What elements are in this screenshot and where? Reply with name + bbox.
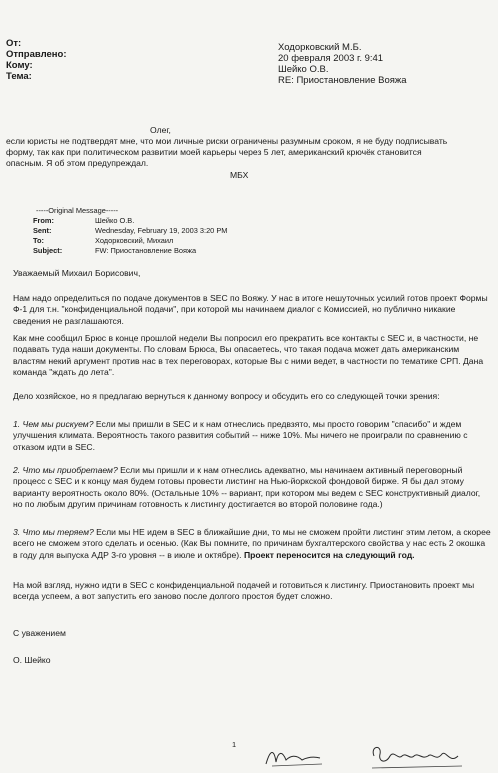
reply-line-2: форму, так как при политическом развитии моей карьеры через 5 лет, американский крючёк становится — [6, 147, 422, 157]
orig-subject-value: FW: Приостановление Вояжа — [95, 246, 197, 255]
reply-signature: МБХ — [230, 170, 249, 180]
paragraph-3: Дело хозяйское, но я предлагаю вернуться к данному вопросу и обсудить его со следующей точки зрения: — [13, 391, 440, 401]
from-label: От: — [6, 38, 22, 49]
closing: С уважением — [13, 628, 66, 638]
item-1-text: Если мы пришли в SEC и к нам отнеслись предвзято, мы просто говорим "спасибо" и ждем улучшения климата. Вероятность такого развития событий -- ниже 10%. Мы ничего не проиграли по сравнению с отказом идти в SEC. — [13, 419, 468, 452]
orig-from-label: From: — [33, 216, 54, 225]
from-value: Ходорковский М.Б. — [278, 42, 362, 53]
page-number: 1 — [232, 740, 237, 749]
subject-value: RE: Приостановление Вояжа — [278, 75, 407, 86]
paragraph-1: Нам надо определиться по подаче документов в SEC по Вояжу. У нас в итоге нешуточных усилий готов проект Формы Ф-1 для т.н. "конфиденциальной подачи", при которой мы начинаем диалог с Комиссией, но публично никакие сведения не разглашаются. — [13, 293, 488, 326]
orig-subject-label: Subject: — [33, 246, 63, 255]
reply-line-3: опасным. Я об этом предупреждал. — [6, 158, 149, 168]
paragraph-2: Как мне сообщил Брюс в конце прошлой недели Вы попросил его прекратить все контакты с SEC и, в частности, не подавать туда наши документы. По словам Брюса, Вы опасаетесь, что такая подача может дать американским властям некий аргумент против нас в тех переговорах, которые Вы с ними ведет, в частности по тематике СРП. Дана команда "ждать до лета". — [13, 333, 484, 377]
paragraph-4: На мой взгляд, нужно идти в SEC с конфиденциальной подачей и готовиться к листингу. Приостановить проект мы всегда успеем, а вот запустить его заново после долгого простоя будет сложно. — [13, 580, 475, 602]
item-3-heading: 3. Что мы теряем? — [13, 527, 94, 537]
signer: О. Шейко — [13, 655, 51, 665]
sent-label: Отправлено: — [6, 49, 67, 60]
item-3-bold: Проект переносится на следующий год. — [243, 549, 415, 560]
orig-to-value: Ходорковский, Михаил — [95, 236, 174, 245]
reply-greeting: Олег, — [150, 125, 171, 135]
to-value: Шейко О.В. — [278, 64, 329, 75]
orig-sent-label: Sent: — [33, 226, 52, 235]
sent-value: 20 февраля 2003 г. 9:41 — [278, 53, 384, 64]
orig-from-value: Шейко О.В. — [95, 216, 135, 225]
to-label: Кому: — [6, 60, 33, 71]
salutation: Уважаемый Михаил Борисович, — [13, 268, 141, 278]
item-2 — [13, 465, 491, 510]
reply-line-1: если юристы не подтвердят мне, что мои личные риски ограничены разумным сроком, я не буду подписывать — [6, 136, 448, 146]
item-3-text: Если мы НЕ идем в SEC в ближайшие дни, то мы не сможем пройти листинг этим летом, а скорее всего не сможем этого сделать и осенью. (Как Вы помните, по причинам бухгалтерского свойства у нас есть 2 окошка в году для выпуска АДР 3-го уровня -- в июле и октябре). — [13, 527, 491, 560]
subject-label: Тема: — [6, 71, 32, 82]
handwritten-signatures — [262, 742, 482, 772]
orig-to-label: To: — [33, 236, 44, 245]
item-3 — [13, 527, 491, 561]
item-2-heading: 2. Что мы приобретаем? — [13, 465, 118, 475]
item-1-heading: 1. Чем мы рискуем? — [13, 419, 94, 429]
item-2-text: Если мы пришли и к нам отнеслись адекватно, мы начинаем активный переговорный процесс с SEC и к концу мая будем готовы провести листинг на Нью-йоркской фондовой бирже. Я бы дал этому варианту вероятность около 80%. (Остальные 10% -- вариант, при котором мы ведем с SEC конструктивный диалог, но по любым другим причинам готовность к листингу достигается во второй половине года.) — [13, 465, 481, 509]
original-divider: -----Original Message----- — [36, 206, 119, 215]
item-1 — [13, 419, 491, 453]
orig-sent-value: Wednesday, February 19, 2003 3:20 PM — [95, 226, 228, 235]
